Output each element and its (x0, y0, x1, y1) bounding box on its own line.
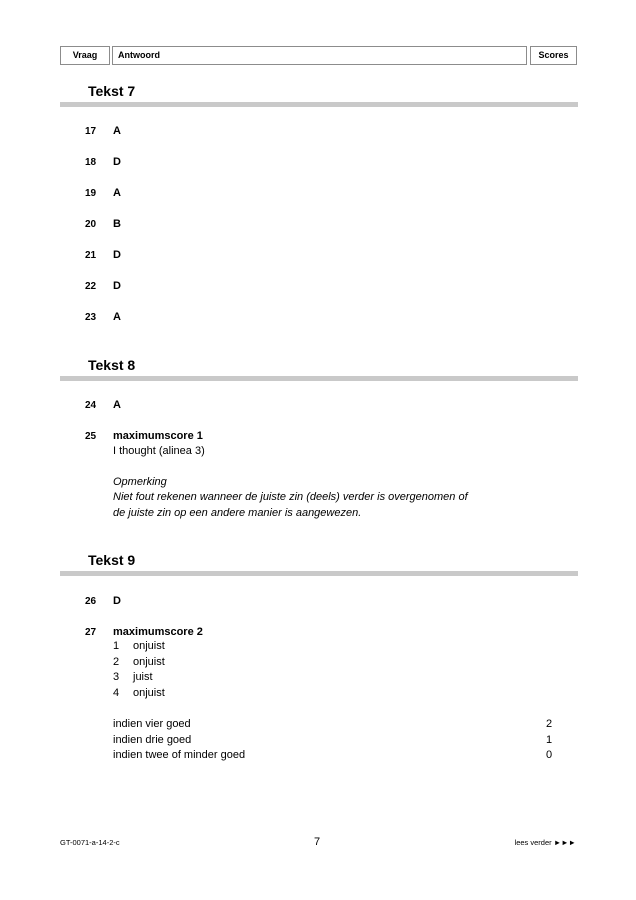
scoring-label: indien twee of minder goed (113, 749, 246, 761)
question-number: 27 (85, 627, 97, 638)
remark-title: Opmerking (113, 476, 167, 488)
question-answer: D (113, 595, 121, 607)
question-answer: D (113, 156, 121, 168)
list-number: 1 (113, 640, 120, 652)
maximumscore-label: maximumscore 2 (113, 626, 203, 638)
question-number: 25 (85, 431, 97, 442)
question-answer: B (113, 218, 121, 230)
section-title: Tekst 9 (88, 552, 136, 568)
question-number: 17 (85, 126, 97, 137)
header-scores-label: Scores (538, 50, 569, 60)
scoring-value: 1 (546, 734, 553, 746)
question-number: 23 (85, 312, 97, 323)
list-text: juist (133, 671, 153, 683)
header-scores (530, 46, 577, 65)
remark-line: Niet fout rekenen wanneer de juiste zin (deels) verder is overgenomen of (113, 491, 468, 503)
list-text: onjuist (133, 640, 165, 652)
scoring-value: 2 (546, 718, 553, 730)
list-number: 4 (113, 687, 120, 699)
answer-text: I thought (alinea 3) (113, 445, 205, 457)
scoring-label: indien drie goed (113, 734, 192, 746)
section-divider (60, 102, 578, 107)
footer-next: lees verder ►►► (514, 838, 576, 847)
question-answer: A (113, 399, 121, 411)
question-answer: A (113, 187, 121, 199)
question-number: 26 (85, 596, 97, 607)
section-divider (60, 376, 578, 381)
maximumscore-label: maximumscore 1 (113, 430, 203, 442)
question-answer: D (113, 280, 121, 292)
header-vraag-label: Vraag (72, 50, 98, 60)
page-number: 7 (314, 836, 321, 848)
question-number: 24 (85, 400, 97, 411)
section-title: Tekst 8 (88, 357, 136, 373)
list-number: 3 (113, 671, 120, 683)
question-number: 22 (85, 281, 97, 292)
question-number: 18 (85, 157, 97, 168)
scoring-label: indien vier goed (113, 718, 191, 730)
question-answer: A (113, 125, 121, 137)
scoring-value: 0 (546, 749, 553, 761)
question-answer: A (113, 311, 121, 323)
footer-code: GT-0071-a-14-2-c (60, 838, 120, 847)
question-answer: D (113, 249, 121, 261)
list-text: onjuist (133, 656, 165, 668)
list-text: onjuist (133, 687, 165, 699)
section-divider (60, 571, 578, 576)
list-number: 2 (113, 656, 120, 668)
section-title: Tekst 7 (88, 83, 136, 99)
header-vraag (60, 46, 110, 65)
remark-line: de juiste zin op een andere manier is aangewezen. (113, 507, 362, 519)
question-number: 20 (85, 219, 97, 230)
question-number: 21 (85, 250, 97, 261)
header-antwoord-label: Antwoord (118, 50, 160, 60)
question-number: 19 (85, 188, 97, 199)
header-antwoord (112, 46, 527, 65)
